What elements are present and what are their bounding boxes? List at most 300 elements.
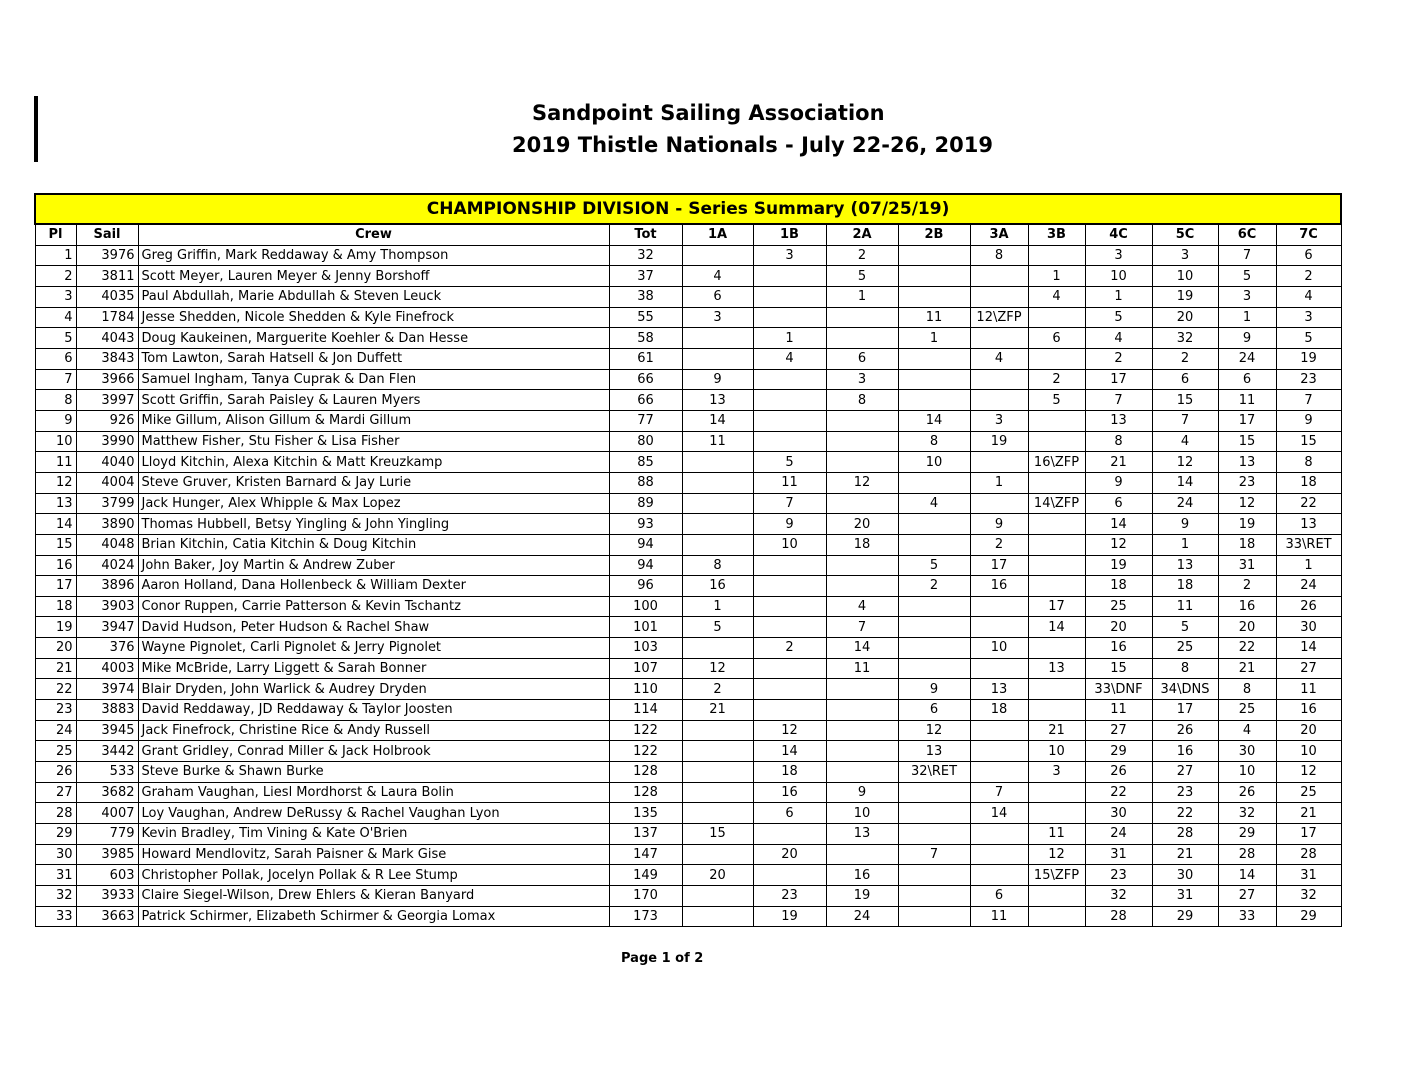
crew-cell: Patrick Schirmer, Elizabeth Schirmer & Georgia Lomax <box>138 906 609 927</box>
race-score-cell: 13 <box>970 679 1028 700</box>
race-score-cell <box>1028 906 1085 927</box>
table-row <box>35 638 1341 659</box>
race-score-cell: 27 <box>1218 886 1276 907</box>
place-cell: 9 <box>35 410 76 431</box>
race-score-cell: 33 <box>1218 906 1276 927</box>
race-score-cell <box>826 431 898 452</box>
race-score-cell: 25 <box>1276 782 1341 803</box>
race-score-cell <box>753 824 826 845</box>
race-score-cell: 28 <box>1085 906 1152 927</box>
total-cell: 58 <box>609 328 682 349</box>
sail-cell: 3933 <box>76 886 138 907</box>
total-cell: 89 <box>609 493 682 514</box>
race-score-cell: 6 <box>1152 369 1218 390</box>
race-score-cell <box>898 534 970 555</box>
total-cell: 122 <box>609 741 682 762</box>
race-score-cell: 6 <box>1218 369 1276 390</box>
race-score-cell: 16 <box>1218 596 1276 617</box>
race-score-cell: 25 <box>1218 700 1276 721</box>
column-header-4c: 4C <box>1085 224 1152 245</box>
results-body <box>35 245 1341 927</box>
table-row <box>35 844 1341 865</box>
race-score-cell <box>1028 410 1085 431</box>
race-score-cell: 12 <box>753 720 826 741</box>
margin-bar <box>34 96 38 162</box>
race-score-cell: 24 <box>1085 824 1152 845</box>
table-row <box>35 348 1341 369</box>
total-cell: 122 <box>609 720 682 741</box>
column-header-tot: Tot <box>609 224 682 245</box>
race-score-cell: 28 <box>1276 844 1341 865</box>
race-score-cell: 29 <box>1085 741 1152 762</box>
total-cell: 93 <box>609 514 682 535</box>
race-score-cell <box>682 472 753 493</box>
race-score-cell: 29 <box>1276 906 1341 927</box>
race-score-cell: 15 <box>1085 658 1152 679</box>
total-cell: 170 <box>609 886 682 907</box>
race-score-cell: 24 <box>826 906 898 927</box>
race-score-cell <box>682 452 753 473</box>
table-row <box>35 369 1341 390</box>
crew-cell: Doug Kaukeinen, Marguerite Koehler & Dan Hesse <box>138 328 609 349</box>
place-cell: 28 <box>35 803 76 824</box>
race-score-cell: 28 <box>1218 844 1276 865</box>
race-score-cell: 14 <box>1028 617 1085 638</box>
column-header-row <box>35 224 1341 245</box>
race-score-cell: 22 <box>1152 803 1218 824</box>
sail-cell: 3976 <box>76 245 138 266</box>
race-score-cell: 10 <box>1276 741 1341 762</box>
sail-cell: 376 <box>76 638 138 659</box>
race-score-cell: 30 <box>1218 741 1276 762</box>
race-score-cell: 7 <box>1085 390 1152 411</box>
sail-cell: 4043 <box>76 328 138 349</box>
crew-cell: Mike Gillum, Alison Gillum & Mardi Gillum <box>138 410 609 431</box>
race-score-cell <box>898 658 970 679</box>
sail-cell: 3903 <box>76 596 138 617</box>
race-score-cell: 1 <box>970 472 1028 493</box>
place-cell: 19 <box>35 617 76 638</box>
race-score-cell: 6 <box>1276 245 1341 266</box>
race-score-cell <box>1028 679 1085 700</box>
race-score-cell: 10 <box>753 534 826 555</box>
race-score-cell: 4 <box>826 596 898 617</box>
race-score-cell: 4 <box>753 348 826 369</box>
race-score-cell <box>826 307 898 328</box>
race-score-cell: 16 <box>753 782 826 803</box>
table-row <box>35 390 1341 411</box>
race-score-cell: 2 <box>1152 348 1218 369</box>
race-score-cell: 32 <box>1152 328 1218 349</box>
race-score-cell: 4 <box>898 493 970 514</box>
race-score-cell <box>898 803 970 824</box>
crew-cell: David Hudson, Peter Hudson & Rachel Shaw <box>138 617 609 638</box>
race-score-cell: 3 <box>753 245 826 266</box>
race-score-cell: 5 <box>1085 307 1152 328</box>
crew-cell: Jack Hunger, Alex Whipple & Max Lopez <box>138 493 609 514</box>
race-score-cell: 25 <box>1152 638 1218 659</box>
race-score-cell: 2 <box>1276 266 1341 287</box>
race-score-cell <box>898 286 970 307</box>
race-score-cell: 17 <box>1028 596 1085 617</box>
race-score-cell: 16 <box>1085 638 1152 659</box>
race-score-cell <box>682 493 753 514</box>
race-score-cell: 9 <box>753 514 826 535</box>
race-score-cell: 2 <box>970 534 1028 555</box>
race-score-cell <box>753 658 826 679</box>
place-cell: 8 <box>35 390 76 411</box>
race-score-cell <box>970 617 1028 638</box>
race-score-cell <box>682 782 753 803</box>
race-score-cell: 6 <box>1028 328 1085 349</box>
place-cell: 21 <box>35 658 76 679</box>
table-row <box>35 307 1341 328</box>
race-score-cell <box>682 328 753 349</box>
race-score-cell: 30 <box>1152 865 1218 886</box>
race-score-cell: 7 <box>753 493 826 514</box>
race-score-cell: 12 <box>898 720 970 741</box>
race-score-cell <box>682 348 753 369</box>
place-cell: 27 <box>35 782 76 803</box>
race-score-cell: 17 <box>1085 369 1152 390</box>
sail-cell: 4035 <box>76 286 138 307</box>
race-score-cell: 16 <box>826 865 898 886</box>
race-score-cell: 7 <box>1276 390 1341 411</box>
race-score-cell <box>826 555 898 576</box>
race-score-cell: 14 <box>753 741 826 762</box>
place-cell: 1 <box>35 245 76 266</box>
total-cell: 149 <box>609 865 682 886</box>
race-score-cell: 5 <box>753 452 826 473</box>
total-cell: 38 <box>609 286 682 307</box>
crew-cell: Greg Griffin, Mark Reddaway & Amy Thompson <box>138 245 609 266</box>
place-cell: 10 <box>35 431 76 452</box>
race-score-cell: 11 <box>1085 700 1152 721</box>
column-header-3a: 3A <box>970 224 1028 245</box>
race-score-cell: 18 <box>1276 472 1341 493</box>
race-score-cell: 14 <box>1152 472 1218 493</box>
place-cell: 11 <box>35 452 76 473</box>
race-score-cell <box>1028 307 1085 328</box>
race-score-cell: 23 <box>1152 782 1218 803</box>
race-score-cell: 8 <box>826 390 898 411</box>
race-score-cell: 13 <box>898 741 970 762</box>
total-cell: 96 <box>609 576 682 597</box>
race-score-cell: 3 <box>1085 245 1152 266</box>
place-cell: 25 <box>35 741 76 762</box>
crew-cell: Jesse Shedden, Nicole Shedden & Kyle Finefrock <box>138 307 609 328</box>
race-score-cell <box>1028 245 1085 266</box>
race-score-cell: 19 <box>826 886 898 907</box>
race-score-cell: 22 <box>1218 638 1276 659</box>
page-number: Page 1 of 2 <box>621 951 704 966</box>
column-header-sail: Sail <box>76 224 138 245</box>
division-banner: CHAMPIONSHIP DIVISION - Series Summary (07/25/19) <box>35 194 1341 224</box>
table-row <box>35 286 1341 307</box>
race-score-cell <box>898 266 970 287</box>
race-score-cell: 8 <box>682 555 753 576</box>
race-score-cell: 3 <box>1152 245 1218 266</box>
race-score-cell: 29 <box>1218 824 1276 845</box>
race-score-cell <box>1028 431 1085 452</box>
crew-cell: Kevin Bradley, Tim Vining & Kate O'Brien <box>138 824 609 845</box>
race-score-cell: 1 <box>826 286 898 307</box>
total-cell: 103 <box>609 638 682 659</box>
table-row <box>35 906 1341 927</box>
sail-cell: 3985 <box>76 844 138 865</box>
race-score-cell: 31 <box>1218 555 1276 576</box>
race-score-cell: 5 <box>1152 617 1218 638</box>
race-score-cell: 18 <box>1218 534 1276 555</box>
race-score-cell: 18 <box>1085 576 1152 597</box>
race-score-cell: 17 <box>1276 824 1341 845</box>
race-score-cell: 33\DNF <box>1085 679 1152 700</box>
race-score-cell <box>753 390 826 411</box>
race-score-cell <box>682 638 753 659</box>
race-score-cell <box>970 865 1028 886</box>
race-score-cell: 12 <box>1085 534 1152 555</box>
race-score-cell: 20 <box>1152 307 1218 328</box>
race-score-cell: 6 <box>826 348 898 369</box>
race-score-cell: 5 <box>826 266 898 287</box>
crew-cell: Steve Burke & Shawn Burke <box>138 762 609 783</box>
table-row <box>35 886 1341 907</box>
crew-cell: Steve Gruver, Kristen Barnard & Jay Lurie <box>138 472 609 493</box>
table-row <box>35 720 1341 741</box>
race-score-cell: 20 <box>1276 720 1341 741</box>
race-score-cell <box>970 390 1028 411</box>
crew-cell: Lloyd Kitchin, Alexa Kitchin & Matt Kreuzkamp <box>138 452 609 473</box>
race-score-cell: 24 <box>1276 576 1341 597</box>
race-score-cell <box>1028 803 1085 824</box>
race-score-cell: 13 <box>1152 555 1218 576</box>
race-score-cell <box>682 762 753 783</box>
race-score-cell: 26 <box>1218 782 1276 803</box>
total-cell: 32 <box>609 245 682 266</box>
race-score-cell: 14 <box>682 410 753 431</box>
column-header-crew: Crew <box>138 224 609 245</box>
race-score-cell <box>898 390 970 411</box>
race-score-cell <box>898 369 970 390</box>
race-score-cell: 14 <box>1218 865 1276 886</box>
race-score-cell <box>753 369 826 390</box>
race-score-cell: 1 <box>1085 286 1152 307</box>
race-score-cell <box>898 472 970 493</box>
race-score-cell: 14 <box>1085 514 1152 535</box>
crew-cell: Claire Siegel-Wilson, Drew Ehlers & Kieran Banyard <box>138 886 609 907</box>
race-score-cell: 16 <box>682 576 753 597</box>
total-cell: 37 <box>609 266 682 287</box>
race-score-cell: 17 <box>1218 410 1276 431</box>
race-score-cell <box>1028 472 1085 493</box>
place-cell: 26 <box>35 762 76 783</box>
sail-cell: 1784 <box>76 307 138 328</box>
race-score-cell: 1 <box>1152 534 1218 555</box>
race-score-cell: 6 <box>753 803 826 824</box>
race-score-cell: 6 <box>970 886 1028 907</box>
race-score-cell <box>1028 886 1085 907</box>
crew-cell: Samuel Ingham, Tanya Cuprak & Dan Flen <box>138 369 609 390</box>
race-score-cell: 16\ZFP <box>1028 452 1085 473</box>
race-score-cell: 6 <box>898 700 970 721</box>
race-score-cell: 19 <box>1218 514 1276 535</box>
race-score-cell: 8 <box>970 245 1028 266</box>
race-score-cell: 15 <box>1218 431 1276 452</box>
race-score-cell <box>970 720 1028 741</box>
race-score-cell: 25 <box>1085 596 1152 617</box>
sail-cell: 3799 <box>76 493 138 514</box>
race-score-cell: 31 <box>1085 844 1152 865</box>
race-score-cell: 16 <box>1276 700 1341 721</box>
race-score-cell: 17 <box>970 555 1028 576</box>
race-score-cell: 8 <box>1218 679 1276 700</box>
race-score-cell: 21 <box>1218 658 1276 679</box>
race-score-cell: 19 <box>1085 555 1152 576</box>
race-score-cell: 22 <box>1085 782 1152 803</box>
race-score-cell <box>682 514 753 535</box>
race-score-cell: 2 <box>682 679 753 700</box>
race-score-cell: 3 <box>682 307 753 328</box>
race-score-cell: 4 <box>1218 720 1276 741</box>
race-score-cell: 13 <box>826 824 898 845</box>
race-score-cell: 7 <box>970 782 1028 803</box>
sail-cell: 3442 <box>76 741 138 762</box>
race-score-cell <box>1028 700 1085 721</box>
table-banner-row <box>35 194 1341 224</box>
race-score-cell <box>898 886 970 907</box>
sail-cell: 4024 <box>76 555 138 576</box>
crew-cell: David Reddaway, JD Reddaway & Taylor Joosten <box>138 700 609 721</box>
total-cell: 61 <box>609 348 682 369</box>
race-score-cell <box>826 679 898 700</box>
race-score-cell: 32 <box>1085 886 1152 907</box>
race-score-cell: 11 <box>898 307 970 328</box>
total-cell: 128 <box>609 782 682 803</box>
race-score-cell: 15\ZFP <box>1028 865 1085 886</box>
race-score-cell: 28 <box>1152 824 1218 845</box>
race-score-cell: 2 <box>826 245 898 266</box>
sail-cell: 4040 <box>76 452 138 473</box>
total-cell: 135 <box>609 803 682 824</box>
race-score-cell <box>970 452 1028 473</box>
race-score-cell <box>826 762 898 783</box>
crew-cell: Blair Dryden, John Warlick & Audrey Dryden <box>138 679 609 700</box>
race-score-cell: 11 <box>826 658 898 679</box>
table-row <box>35 245 1341 266</box>
race-score-cell <box>898 596 970 617</box>
race-score-cell: 13 <box>1276 514 1341 535</box>
place-cell: 33 <box>35 906 76 927</box>
race-score-cell: 32 <box>1218 803 1276 824</box>
event-title: 2019 Thistle Nationals - July 22-26, 2019 <box>512 133 993 157</box>
column-header-3b: 3B <box>1028 224 1085 245</box>
race-score-cell: 10 <box>826 803 898 824</box>
race-score-cell: 1 <box>898 328 970 349</box>
race-score-cell: 18 <box>753 762 826 783</box>
race-score-cell <box>1028 514 1085 535</box>
race-score-cell: 5 <box>898 555 970 576</box>
table-row <box>35 762 1341 783</box>
crew-cell: Matthew Fisher, Stu Fisher & Lisa Fisher <box>138 431 609 452</box>
place-cell: 14 <box>35 514 76 535</box>
table-row <box>35 596 1341 617</box>
place-cell: 17 <box>35 576 76 597</box>
total-cell: 94 <box>609 555 682 576</box>
total-cell: 80 <box>609 431 682 452</box>
race-score-cell: 6 <box>682 286 753 307</box>
table-row <box>35 472 1341 493</box>
sail-cell: 3663 <box>76 906 138 927</box>
table-row <box>35 534 1341 555</box>
race-score-cell <box>970 844 1028 865</box>
race-score-cell <box>753 555 826 576</box>
race-score-cell: 33\RET <box>1276 534 1341 555</box>
race-score-cell: 12 <box>1028 844 1085 865</box>
race-score-cell: 10 <box>1085 266 1152 287</box>
crew-cell: Aaron Holland, Dana Hollenbeck & William Dexter <box>138 576 609 597</box>
race-score-cell: 19 <box>1276 348 1341 369</box>
table-row <box>35 865 1341 886</box>
race-score-cell: 12 <box>826 472 898 493</box>
race-score-cell: 14 <box>898 410 970 431</box>
place-cell: 22 <box>35 679 76 700</box>
race-score-cell <box>753 617 826 638</box>
table-row <box>35 824 1341 845</box>
race-score-cell <box>753 307 826 328</box>
race-score-cell: 7 <box>1152 410 1218 431</box>
sail-cell: 3896 <box>76 576 138 597</box>
race-score-cell: 11 <box>1152 596 1218 617</box>
race-score-cell: 19 <box>753 906 826 927</box>
race-score-cell: 30 <box>1276 617 1341 638</box>
race-score-cell: 9 <box>970 514 1028 535</box>
race-score-cell: 14\ZFP <box>1028 493 1085 514</box>
place-cell: 18 <box>35 596 76 617</box>
race-score-cell <box>970 824 1028 845</box>
race-score-cell <box>898 348 970 369</box>
race-score-cell: 23 <box>753 886 826 907</box>
race-score-cell: 21 <box>1276 803 1341 824</box>
race-score-cell: 3 <box>1218 286 1276 307</box>
race-score-cell: 31 <box>1276 865 1341 886</box>
sail-cell: 3947 <box>76 617 138 638</box>
race-score-cell <box>1028 638 1085 659</box>
total-cell: 147 <box>609 844 682 865</box>
table-row <box>35 555 1341 576</box>
race-score-cell: 4 <box>1085 328 1152 349</box>
race-score-cell: 1 <box>753 328 826 349</box>
race-score-cell: 19 <box>1152 286 1218 307</box>
sail-cell: 3974 <box>76 679 138 700</box>
race-score-cell <box>753 700 826 721</box>
crew-cell: Scott Meyer, Lauren Meyer & Jenny Borshoff <box>138 266 609 287</box>
place-cell: 16 <box>35 555 76 576</box>
race-score-cell: 23 <box>1276 369 1341 390</box>
race-score-cell: 11 <box>1028 824 1085 845</box>
crew-cell: Howard Mendlovitz, Sarah Paisner & Mark Gise <box>138 844 609 865</box>
race-score-cell: 27 <box>1152 762 1218 783</box>
sail-cell: 533 <box>76 762 138 783</box>
race-score-cell: 3 <box>1028 762 1085 783</box>
race-score-cell: 7 <box>1218 245 1276 266</box>
race-score-cell: 21 <box>1028 720 1085 741</box>
race-score-cell <box>1028 782 1085 803</box>
total-cell: 66 <box>609 369 682 390</box>
place-cell: 20 <box>35 638 76 659</box>
race-score-cell: 9 <box>826 782 898 803</box>
sail-cell: 4004 <box>76 472 138 493</box>
race-score-cell: 10 <box>1218 762 1276 783</box>
